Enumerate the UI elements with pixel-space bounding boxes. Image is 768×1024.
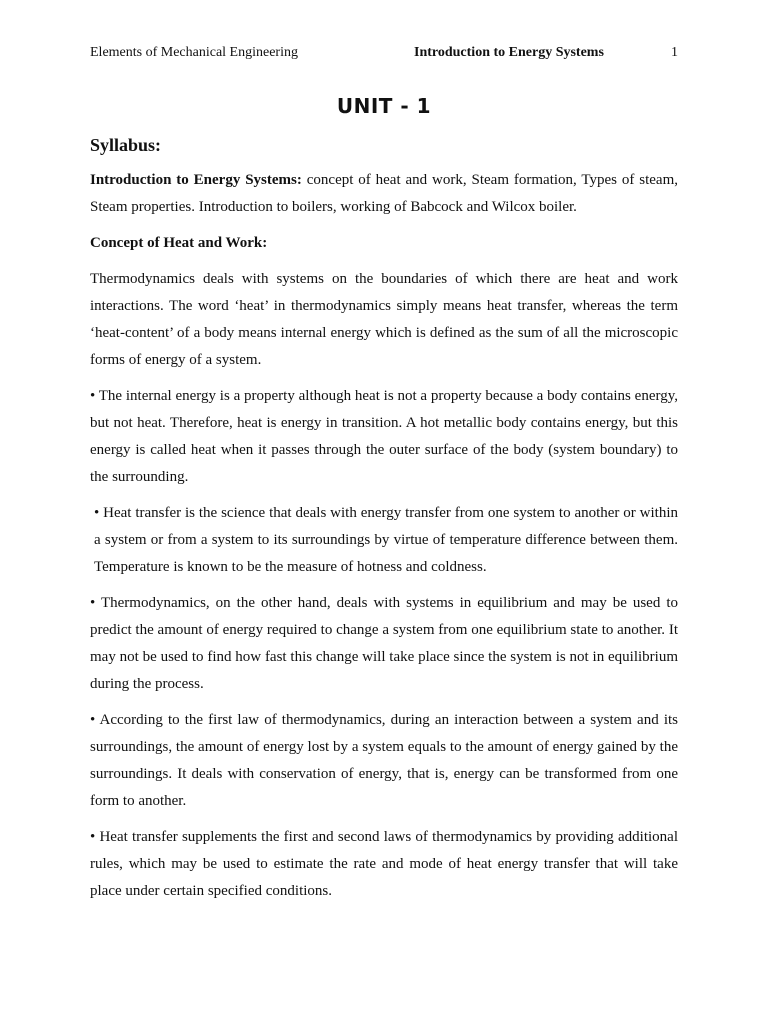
header-page-number: 1 (671, 45, 678, 60)
page-header (90, 45, 678, 65)
bullet-paragraph-supplements: • Heat transfer supplements the first and second laws of thermodynamics by providing additional rules, which may be used to estimate the rate and mode of heat energy transfer that will take place under certain specified conditions. (90, 829, 678, 899)
bullet-paragraph-heat-transfer: • Heat transfer is the science that deals with energy transfer from one system to another or within a system or from a system to its surroundings by virtue of temperature difference between them. Temperature is known to be the measure of hotness and coldness. (94, 505, 678, 575)
section-heading: Concept of Heat and Work: (90, 235, 268, 251)
syllabus-paragraph (90, 167, 678, 221)
bullet-paragraph-first-law: • According to the first law of thermodynamics, during an interaction between a system and its surroundings, the amount of energy lost by a system equals to the amount of energy gained by the surroundings. It deals with conservation of energy, that is, energy can be transformed from one form to another. (90, 712, 678, 809)
bullet-paragraph-equilibrium: • Thermodynamics, on the other hand, deals with systems in equilibrium and may be used to predict the amount of energy required to change a system from one equilibrium state to another. It may not be used to find how fast this change will take place since the system is not in equilibrium during the process. (90, 595, 678, 692)
paragraph-intro: Thermodynamics deals with systems on the boundaries of which there are heat and work interactions. The word ‘heat’ in thermodynamics simply means heat transfer, whereas the term ‘heat-content’ of a body means internal energy which is defined as the sum of all the microscopic forms of energy of a system. (90, 271, 678, 368)
unit-title: UNIT - 1 (336, 94, 432, 118)
syllabus-text: concept of heat and work, Steam formation, Types of steam, Steam properties. Introduction to boilers, working of Babcock and Wilcox boiler. (90, 172, 678, 215)
page-content (90, 133, 678, 914)
syllabus-heading: Syllabus: (90, 135, 162, 155)
syllabus-lead: Introduction to Energy Systems: (90, 172, 302, 188)
header-chapter-title: Introduction to Energy Systems (414, 45, 604, 60)
bullet-paragraph-internal-energy: • The internal energy is a property although heat is not a property because a body contains energy, but not heat. Therefore, heat is energy in transition. A hot metallic body contains energy, but this energy is called heat when it passes through the outer surface of the body (system boundary) to the surrounding. (90, 388, 678, 485)
header-book-title: Elements of Mechanical Engineering (90, 45, 298, 60)
